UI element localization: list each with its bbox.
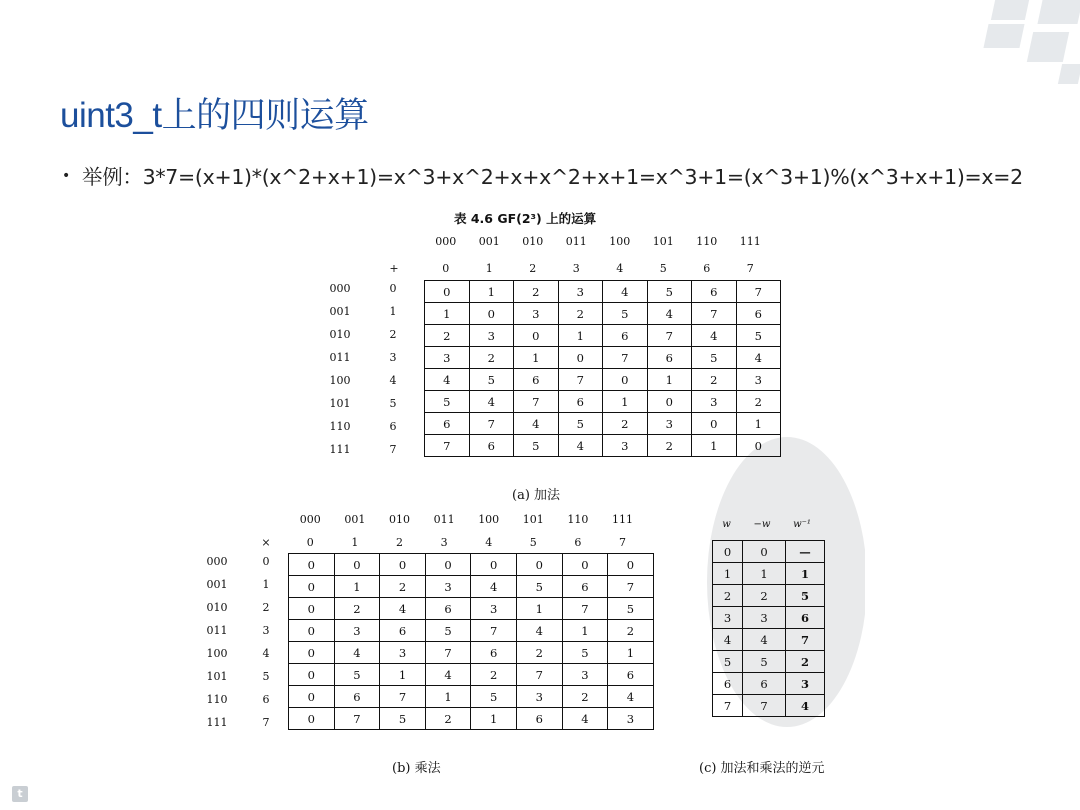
table-row (289, 642, 654, 664)
table-cell: 5 (558, 413, 603, 435)
table-cell: 3 (425, 347, 470, 369)
table-cell: 3 (786, 673, 825, 695)
row-binary-label: 100 (329, 374, 351, 387)
inverse-header: w⁻¹ (793, 519, 811, 530)
column-binary-label: 111 (739, 235, 761, 248)
table-cell: 6 (647, 347, 692, 369)
column-binary-label: 011 (433, 513, 455, 526)
table-cell: 2 (647, 435, 692, 457)
table-row (289, 664, 654, 686)
table-cell: 6 (603, 325, 648, 347)
table-cell: 3 (603, 435, 648, 457)
row-binary-label: 000 (206, 555, 228, 568)
table-cell: 4 (516, 620, 562, 642)
table-cell: 7 (743, 695, 786, 717)
table-cell: 5 (562, 642, 608, 664)
table-cell: 1 (713, 563, 743, 585)
table-cell: 5 (736, 325, 781, 347)
column-binary-label: 000 (299, 513, 321, 526)
table-cell: 7 (786, 629, 825, 651)
table-cell: 5 (334, 664, 380, 686)
column-decimal-label: 5 (529, 536, 537, 549)
row-binary-label: 001 (206, 578, 228, 591)
row-decimal-label: 5 (262, 670, 270, 683)
row-decimal-label: 0 (262, 555, 270, 568)
row-decimal-label: 4 (389, 374, 397, 387)
table-cell: 7 (608, 576, 654, 598)
table-cell: 1 (562, 620, 608, 642)
table-cell: 5 (425, 620, 471, 642)
table-cell: 0 (289, 576, 335, 598)
row-binary-label: 110 (329, 420, 351, 433)
table-cell: 4 (713, 629, 743, 651)
table-cell: 3 (514, 303, 559, 325)
table-cell: 5 (603, 303, 648, 325)
column-decimal-label: 1 (351, 536, 359, 549)
table-cell: 1 (471, 708, 517, 730)
row-decimal-label: 3 (262, 624, 270, 637)
table-cell: 5 (647, 281, 692, 303)
table-cell: 4 (743, 629, 786, 651)
row-binary-label: 110 (206, 693, 228, 706)
table-cell: 1 (692, 435, 737, 457)
table-cell: 0 (334, 554, 380, 576)
table-cell: 0 (608, 554, 654, 576)
column-binary-label: 101 (522, 513, 544, 526)
row-decimal-label: 1 (389, 305, 397, 318)
table-cell: 6 (558, 391, 603, 413)
table-row (425, 391, 781, 413)
table-cell: 0 (289, 686, 335, 708)
table-row (713, 585, 825, 607)
table-cell: 7 (562, 598, 608, 620)
table-cell: 2 (786, 651, 825, 673)
row-binary-label: 111 (206, 716, 228, 729)
table-cell: 7 (692, 303, 737, 325)
row-binary-label: 001 (329, 305, 351, 318)
addition-table (424, 280, 781, 457)
table-cell: 3 (692, 391, 737, 413)
table-row (713, 541, 825, 563)
table-cell: 1 (786, 563, 825, 585)
table-cell: 1 (603, 391, 648, 413)
table-cell: 4 (603, 281, 648, 303)
slide-title: uint3_t上的四则运算 (60, 96, 369, 135)
column-binary-label: 011 (565, 235, 587, 248)
table-row (289, 620, 654, 642)
table-cell: 4 (380, 598, 426, 620)
column-binary-label: 111 (611, 513, 633, 526)
table-cell: 5 (471, 686, 517, 708)
table-cell: 4 (469, 391, 514, 413)
column-binary-label: 110 (567, 513, 589, 526)
column-decimal-label: 4 (485, 536, 493, 549)
table-cell: 0 (743, 541, 786, 563)
table-cell: 7 (380, 686, 426, 708)
inverse-header: w (722, 519, 731, 530)
table-cell: 6 (562, 576, 608, 598)
table-cell: 7 (425, 435, 470, 457)
table-cell: 3 (558, 281, 603, 303)
table-cell: 3 (425, 576, 471, 598)
table-cell: 4 (736, 347, 781, 369)
row-binary-label: 011 (329, 351, 351, 364)
table-cell: 5 (608, 598, 654, 620)
table-cell: 0 (471, 554, 517, 576)
table-cell: 4 (471, 576, 517, 598)
table-row (289, 686, 654, 708)
table-cell: 5 (469, 369, 514, 391)
table-cell: 2 (608, 620, 654, 642)
table-cell: 1 (425, 303, 470, 325)
column-binary-label: 101 (652, 235, 674, 248)
table-cell: 5 (514, 435, 559, 457)
table-cell: 0 (692, 413, 737, 435)
table-cell: 7 (558, 369, 603, 391)
table-cell: 6 (469, 435, 514, 457)
inverses-caption: (c) 加法和乘法的逆元 (699, 761, 825, 776)
table-cell: 4 (562, 708, 608, 730)
row-binary-label: 011 (206, 624, 228, 637)
table-row (713, 629, 825, 651)
row-binary-label: 000 (329, 282, 351, 295)
table-cell: 4 (608, 686, 654, 708)
table-cell: 0 (289, 664, 335, 686)
table-cell: 2 (562, 686, 608, 708)
row-binary-label: 101 (206, 670, 228, 683)
multiplication-table (288, 553, 654, 730)
table-cell: 0 (562, 554, 608, 576)
table-row (713, 563, 825, 585)
row-binary-label: 101 (329, 397, 351, 410)
table-row (289, 554, 654, 576)
table-cell: 6 (514, 369, 559, 391)
row-decimal-label: 2 (389, 328, 397, 341)
table-row (289, 576, 654, 598)
column-decimal-label: 1 (485, 262, 493, 275)
table-cell: 4 (514, 413, 559, 435)
table-cell: 0 (289, 620, 335, 642)
table-cell: 2 (516, 642, 562, 664)
column-decimal-label: 2 (529, 262, 537, 275)
addition-caption: (a) 加法 (512, 488, 561, 503)
table-row (713, 607, 825, 629)
column-decimal-label: 6 (703, 262, 711, 275)
table-row (425, 347, 781, 369)
table-cell: 7 (736, 281, 781, 303)
table-row (425, 303, 781, 325)
table-cell: 0 (647, 391, 692, 413)
row-decimal-label: 7 (262, 716, 270, 729)
logo-icon: t (12, 786, 28, 802)
table-cell: 0 (514, 325, 559, 347)
table-cell: 2 (469, 347, 514, 369)
table-cell: — (786, 541, 825, 563)
column-decimal-label: 4 (616, 262, 624, 275)
column-decimal-label: 3 (572, 262, 580, 275)
table-cell: 7 (516, 664, 562, 686)
table-cell: 2 (514, 281, 559, 303)
column-decimal-label: 5 (659, 262, 667, 275)
table-cell: 2 (380, 576, 426, 598)
table-cell: 3 (713, 607, 743, 629)
table-cell: 6 (425, 598, 471, 620)
table-cell: 7 (469, 413, 514, 435)
column-decimal-label: 6 (574, 536, 582, 549)
table-cell: 1 (334, 576, 380, 598)
decor-square (1037, 0, 1080, 24)
row-decimal-label: 1 (262, 578, 270, 591)
table-cell: 2 (425, 708, 471, 730)
table-cell: 6 (334, 686, 380, 708)
table-cell: 0 (603, 369, 648, 391)
table-cell: 2 (558, 303, 603, 325)
decor-square (1027, 32, 1069, 62)
column-binary-label: 100 (478, 513, 500, 526)
table-row (713, 673, 825, 695)
table-cell: 4 (425, 664, 471, 686)
table-cell: 5 (516, 576, 562, 598)
table-cell: 7 (425, 642, 471, 664)
table-cell: 3 (471, 598, 517, 620)
table-cell: 1 (736, 413, 781, 435)
table-cell: 7 (713, 695, 743, 717)
table-row (425, 325, 781, 347)
table-cell: 3 (334, 620, 380, 642)
table-row (713, 651, 825, 673)
table-cell: 6 (608, 664, 654, 686)
table-cell: 1 (469, 281, 514, 303)
table-cell: 2 (334, 598, 380, 620)
table-cell: 1 (558, 325, 603, 347)
row-decimal-label: 4 (262, 647, 270, 660)
table-cell: 1 (647, 369, 692, 391)
table-cell: 4 (692, 325, 737, 347)
table-cell: 2 (471, 664, 517, 686)
table-cell: 5 (743, 651, 786, 673)
table-cell: 2 (713, 585, 743, 607)
table-cell: 1 (743, 563, 786, 585)
table-cell: 6 (425, 413, 470, 435)
row-binary-label: 100 (206, 647, 228, 660)
row-decimal-label: 7 (389, 443, 397, 456)
table-cell: 2 (692, 369, 737, 391)
table-cell: 0 (736, 435, 781, 457)
table-cell: 7 (603, 347, 648, 369)
decor-square (991, 0, 1029, 20)
column-binary-label: 010 (522, 235, 544, 248)
column-binary-label: 001 (478, 235, 500, 248)
table-cell: 6 (692, 281, 737, 303)
bullet-item (62, 160, 1023, 190)
operator-symbol: + (389, 262, 399, 275)
table-cell: 3 (380, 642, 426, 664)
table-cell: 7 (471, 620, 517, 642)
bullet-text: 举例：3*7=(x+1)*(x^2+x+1)=x^3+x^2+x+x^2+x+1=x^3+1=(x^3+1)%(x^3+x+1)=x=2 (82, 165, 1023, 189)
table-cell: 0 (289, 708, 335, 730)
table-cell: 2 (603, 413, 648, 435)
table-cell: 4 (334, 642, 380, 664)
table-cell: 4 (425, 369, 470, 391)
row-decimal-label: 3 (389, 351, 397, 364)
inverses-table (712, 540, 825, 717)
table-cell: 6 (786, 607, 825, 629)
table-cell: 1 (608, 642, 654, 664)
table-cell: 7 (334, 708, 380, 730)
table-cell: 0 (289, 554, 335, 576)
table-cell: 5 (692, 347, 737, 369)
column-decimal-label: 2 (395, 536, 403, 549)
table-cell: 0 (289, 598, 335, 620)
table-row (289, 598, 654, 620)
table-cell: 6 (736, 303, 781, 325)
bullet-dot: • (62, 168, 70, 184)
table-cell: 6 (516, 708, 562, 730)
multiplication-caption: (b) 乘法 (392, 761, 441, 776)
table-cell: 5 (425, 391, 470, 413)
table-cell: 6 (743, 673, 786, 695)
table-cell: 2 (743, 585, 786, 607)
column-binary-label: 001 (344, 513, 366, 526)
row-decimal-label: 2 (262, 601, 270, 614)
decor-square (983, 24, 1024, 48)
table-cell: 5 (380, 708, 426, 730)
row-binary-label: 010 (329, 328, 351, 341)
table-figure (202, 202, 865, 780)
row-decimal-label: 0 (389, 282, 397, 295)
table-cell: 1 (516, 598, 562, 620)
operator-symbol: × (261, 536, 271, 549)
table-cell: 7 (514, 391, 559, 413)
table-cell: 0 (713, 541, 743, 563)
table-cell: 3 (743, 607, 786, 629)
table-cell: 0 (380, 554, 426, 576)
row-binary-label: 010 (206, 601, 228, 614)
table-cell: 3 (516, 686, 562, 708)
inverse-header: −w (753, 519, 771, 530)
column-decimal-label: 0 (306, 536, 314, 549)
row-decimal-label: 6 (262, 693, 270, 706)
column-binary-label: 110 (696, 235, 718, 248)
table-cell: 6 (713, 673, 743, 695)
table-row (425, 281, 781, 303)
table-cell: 0 (425, 554, 471, 576)
table-cell: 1 (425, 686, 471, 708)
column-decimal-label: 3 (440, 536, 448, 549)
decor-square (1058, 64, 1080, 84)
column-decimal-label: 7 (618, 536, 626, 549)
table-row (425, 413, 781, 435)
table-cell: 1 (514, 347, 559, 369)
table-cell: 0 (289, 642, 335, 664)
table-cell: 4 (647, 303, 692, 325)
column-decimal-label: 7 (746, 262, 754, 275)
row-decimal-label: 6 (389, 420, 397, 433)
table-cell: 3 (647, 413, 692, 435)
table-cell: 3 (736, 369, 781, 391)
table-cell: 3 (608, 708, 654, 730)
table-row (289, 708, 654, 730)
row-binary-label: 111 (329, 443, 351, 456)
row-decimal-label: 5 (389, 397, 397, 410)
table-cell: 6 (471, 642, 517, 664)
table-cell: 0 (558, 347, 603, 369)
column-binary-label: 100 (609, 235, 631, 248)
table-cell: 7 (647, 325, 692, 347)
table-cell: 2 (425, 325, 470, 347)
table-cell: 0 (425, 281, 470, 303)
table-row (713, 695, 825, 717)
table-cell: 3 (469, 325, 514, 347)
table-cell: 1 (380, 664, 426, 686)
table-cell: 4 (786, 695, 825, 717)
table-cell: 6 (380, 620, 426, 642)
table-cell: 0 (469, 303, 514, 325)
table-cell: 3 (562, 664, 608, 686)
table-cell: 5 (786, 585, 825, 607)
table-row (425, 435, 781, 457)
table-cell: 0 (516, 554, 562, 576)
column-decimal-label: 0 (442, 262, 450, 275)
column-binary-label: 010 (388, 513, 410, 526)
table-cell: 4 (558, 435, 603, 457)
column-binary-label: 000 (435, 235, 457, 248)
table-cell: 2 (736, 391, 781, 413)
table-row (425, 369, 781, 391)
table-cell: 5 (713, 651, 743, 673)
figure-caption: 表 4.6 GF(2³) 上的运算 (454, 211, 597, 226)
